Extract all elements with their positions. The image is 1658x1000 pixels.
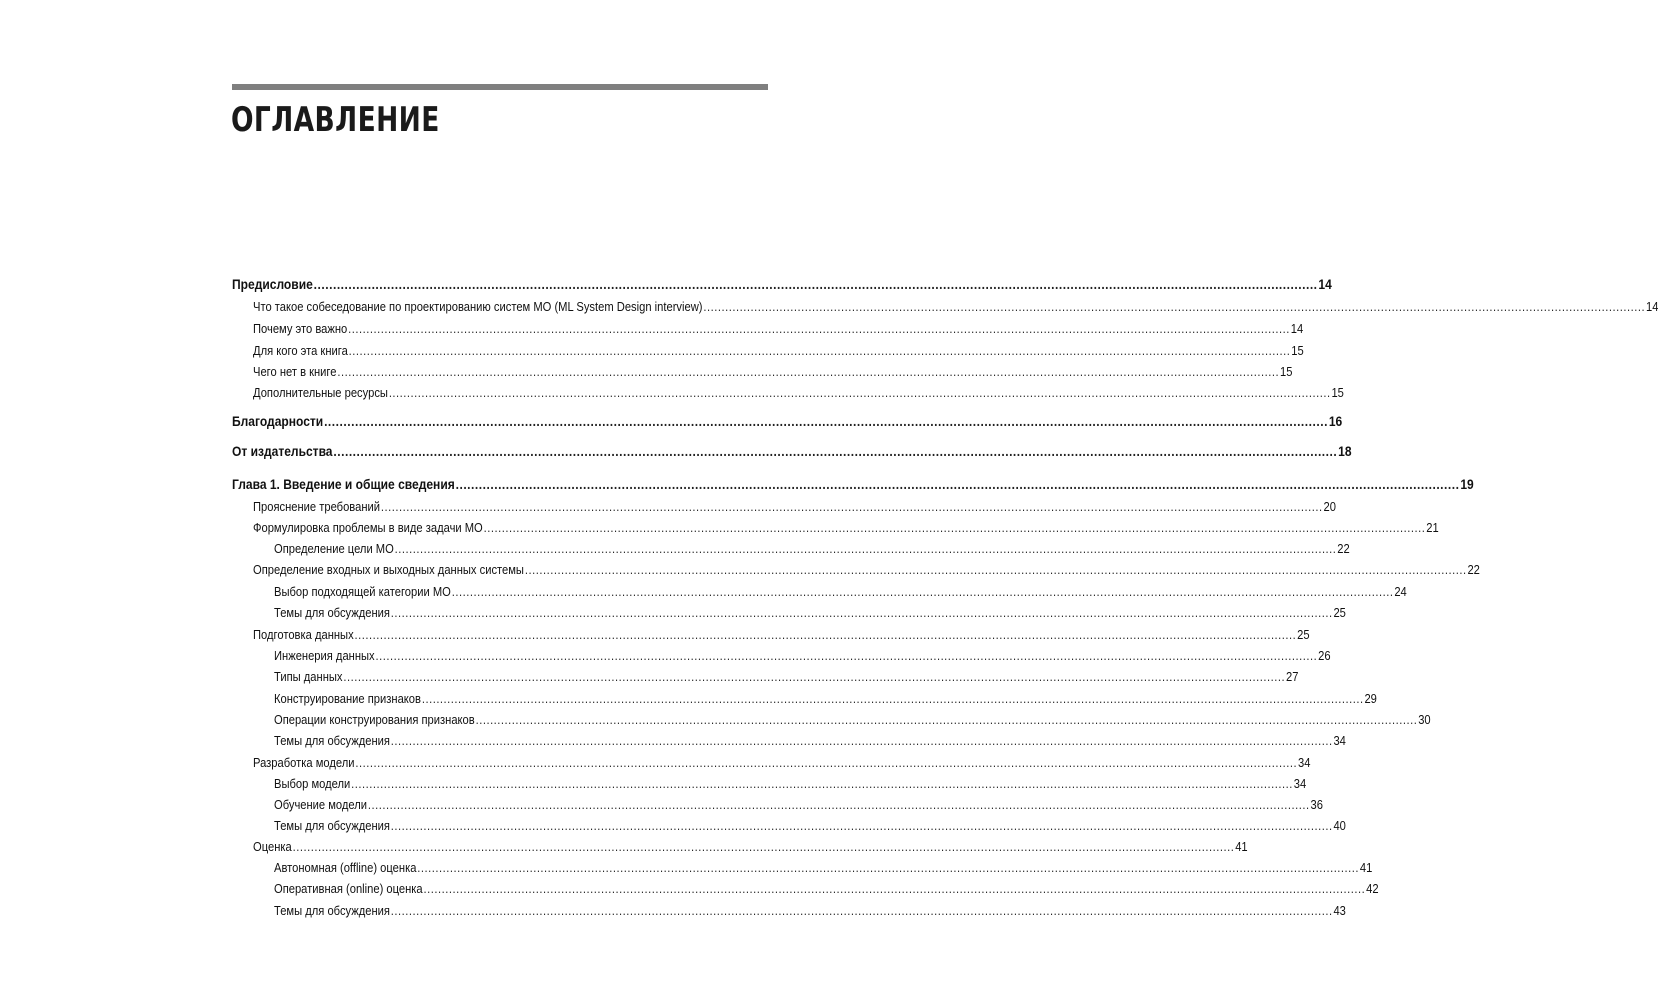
toc-entry-title: Прояснение требований bbox=[253, 499, 380, 514]
toc-entry bbox=[0, 518, 1439, 538]
toc-page-number: 20 bbox=[1323, 499, 1336, 514]
toc-entry-title: Глава 1. Введение и общие сведения bbox=[232, 476, 455, 492]
toc-dot-leader: .................................................................................................................................................................................................................................................................... bbox=[423, 881, 1366, 896]
toc-entry-title: Формулировка проблемы в виде задачи МО bbox=[253, 520, 483, 535]
toc-page-number: 19 bbox=[1460, 476, 1474, 492]
toc-entry bbox=[0, 319, 1304, 339]
toc-entry-title: Определение входных и выходных данных системы bbox=[253, 562, 524, 577]
toc-entry bbox=[0, 441, 1352, 461]
toc-entry-title: Оперативная (online) оценка bbox=[274, 881, 423, 896]
toc-dot-leader: .................................................................................................................................................................................................................................................................... bbox=[355, 755, 1298, 770]
toc-page-number: 36 bbox=[1310, 797, 1323, 812]
toc-entry-title: Операции конструирования признаков bbox=[274, 712, 475, 727]
toc-entry bbox=[0, 753, 1311, 773]
toc-entry-title: Разработка модели bbox=[253, 755, 355, 770]
toc-entry bbox=[0, 879, 1379, 899]
toc-entry bbox=[0, 710, 1431, 730]
toc-dot-leader: .................................................................................................................................................................................................................................................................... bbox=[348, 343, 1291, 358]
toc-entry bbox=[0, 625, 1310, 645]
toc-entry bbox=[0, 837, 1248, 857]
toc-page-number: 34 bbox=[1297, 755, 1311, 770]
toc-dot-leader: .................................................................................................................................................................................................................................................................... bbox=[351, 776, 1293, 791]
toc-dot-leader: .................................................................................................................................................................................................................................................................... bbox=[394, 541, 1337, 556]
toc-dot-leader: .................................................................................................................................................................................................................................................................... bbox=[475, 712, 1418, 727]
toc-page-number: 24 bbox=[1394, 584, 1407, 599]
toc-page-number: 14 bbox=[1645, 299, 1658, 314]
toc-dot-leader: .................................................................................................................................................................................................................................................................... bbox=[375, 648, 1318, 663]
toc-page-number: 15 bbox=[1279, 364, 1293, 379]
toc-page-number: 25 bbox=[1297, 627, 1310, 642]
toc-dot-leader: .................................................................................................................................................................................................................................................................... bbox=[524, 562, 1467, 577]
toc-page-number: 22 bbox=[1337, 541, 1350, 556]
toc-dot-leader: .................................................................................................................................................................................................................................................................... bbox=[390, 733, 1333, 748]
toc-entry-title: Выбор подходящей категории МО bbox=[274, 584, 451, 599]
toc-page-number: 18 bbox=[1338, 443, 1352, 459]
toc-page-number: 34 bbox=[1293, 776, 1307, 791]
toc-entry bbox=[0, 274, 1332, 294]
toc-entry bbox=[0, 497, 1336, 517]
toc-entry bbox=[0, 603, 1346, 623]
toc-dot-leader: .................................................................................................................................................................................................................................................................... bbox=[367, 797, 1310, 812]
toc-entry-title: Обучение модели bbox=[274, 797, 368, 812]
toc-page-number: 34 bbox=[1333, 733, 1346, 748]
toc-entry-title: Выбор модели bbox=[274, 776, 351, 791]
toc-entry-title: Оценка bbox=[253, 839, 292, 854]
toc-entry-title: Для кого эта книга bbox=[253, 343, 348, 358]
toc-page-number: 15 bbox=[1331, 385, 1344, 400]
toc-entry-title: Определение цели МО bbox=[274, 541, 394, 556]
toc-entry bbox=[0, 858, 1373, 878]
toc-entry-title: Темы для обсуждения bbox=[274, 605, 390, 620]
toc-entry-title: Темы для обсуждения bbox=[274, 733, 390, 748]
toc-dot-leader: .................................................................................................................................................................................................................................................................... bbox=[451, 584, 1394, 599]
toc-entry bbox=[0, 901, 1346, 921]
toc-dot-leader: .................................................................................................................................................................................................................................................................... bbox=[343, 669, 1286, 684]
page-title: ОГЛАВЛЕНИЕ bbox=[231, 100, 440, 140]
toc-entry-title: Инженерия данных bbox=[274, 648, 375, 663]
toc-entry bbox=[0, 731, 1346, 751]
toc-page-number: 25 bbox=[1333, 605, 1346, 620]
toc-dot-leader: .................................................................................................................................................................................................................................................................... bbox=[390, 903, 1333, 918]
toc-page-number: 14 bbox=[1318, 276, 1332, 292]
toc-page-number: 15 bbox=[1291, 343, 1304, 358]
toc-page-number: 21 bbox=[1426, 520, 1439, 535]
toc-dot-leader: .................................................................................................................................................................................................................................................................... bbox=[333, 443, 1338, 459]
toc-page-number: 40 bbox=[1333, 818, 1346, 833]
toc-entry bbox=[0, 341, 1304, 361]
toc-entry bbox=[0, 383, 1344, 403]
toc-page-number: 14 bbox=[1290, 321, 1304, 336]
toc-entry bbox=[0, 795, 1323, 815]
toc-entry bbox=[0, 474, 1474, 494]
toc-dot-leader: .................................................................................................................................................................................................................................................................... bbox=[313, 276, 1318, 292]
toc-page-number: 43 bbox=[1333, 903, 1346, 918]
toc-page-number: 29 bbox=[1364, 691, 1377, 706]
toc-page-number: 16 bbox=[1328, 413, 1343, 429]
toc-entry bbox=[0, 646, 1331, 666]
toc-entry bbox=[0, 774, 1307, 794]
toc-page-number: 22 bbox=[1467, 562, 1480, 577]
toc-entry bbox=[0, 689, 1377, 709]
toc-page-number: 30 bbox=[1418, 712, 1431, 727]
toc-dot-leader: .................................................................................................................................................................................................................................................................... bbox=[390, 605, 1333, 620]
toc-dot-leader: .................................................................................................................................................................................................................................................................... bbox=[292, 839, 1235, 854]
toc-entry-title: От издательства bbox=[232, 443, 333, 459]
toc-page-number: 41 bbox=[1235, 839, 1248, 854]
toc-entry-title: Подготовка данных bbox=[253, 627, 354, 642]
toc-page-number: 42 bbox=[1366, 881, 1379, 896]
toc-dot-leader: .................................................................................................................................................................................................................................................................... bbox=[354, 627, 1297, 642]
toc-entry-title: Темы для обсуждения bbox=[274, 818, 390, 833]
toc-entry-title: Автономная (offline) оценка bbox=[274, 860, 417, 875]
toc-dot-leader: .................................................................................................................................................................................................................................................................... bbox=[417, 860, 1360, 875]
toc-entry-title: Типы данных bbox=[274, 669, 343, 684]
toc-dot-leader: .................................................................................................................................................................................................................................................................... bbox=[421, 691, 1364, 706]
toc-entry bbox=[0, 297, 1658, 317]
toc-entry bbox=[0, 539, 1350, 559]
toc-entry bbox=[0, 816, 1346, 836]
toc-entry-title: Благодарности bbox=[232, 413, 324, 429]
toc-entry-title: Почему это важно bbox=[253, 321, 348, 336]
toc-entry-title: Дополнительные ресурсы bbox=[253, 385, 388, 400]
toc-entry-title: Предисловие bbox=[232, 276, 313, 292]
toc-dot-leader: .................................................................................................................................................................................................................................................................... bbox=[388, 385, 1331, 400]
toc-entry bbox=[0, 362, 1293, 382]
toc-entry bbox=[0, 667, 1299, 687]
toc-dot-leader: .................................................................................................................................................................................................................................................................... bbox=[324, 413, 1328, 429]
toc-dot-leader: .................................................................................................................................................................................................................................................................... bbox=[348, 321, 1290, 336]
toc-dot-leader: .................................................................................................................................................................................................................................................................... bbox=[483, 520, 1426, 535]
toc-dot-leader: .................................................................................................................................................................................................................................................................... bbox=[380, 499, 1323, 514]
toc-entry-title: Конструирование признаков bbox=[274, 691, 421, 706]
toc-entry bbox=[0, 582, 1407, 602]
toc-dot-leader: .................................................................................................................................................................................................................................................................... bbox=[703, 299, 1646, 314]
toc-page-number: 41 bbox=[1359, 860, 1373, 875]
toc-entry-title: Темы для обсуждения bbox=[274, 903, 390, 918]
toc-entry-title: Чего нет в книге bbox=[253, 364, 337, 379]
toc-dot-leader: .................................................................................................................................................................................................................................................................... bbox=[390, 818, 1333, 833]
toc-entry bbox=[0, 560, 1480, 580]
toc-dot-leader: .................................................................................................................................................................................................................................................................... bbox=[337, 364, 1280, 379]
toc-entry-title: Что такое собеседование по проектированию систем МО (ML System Design interview) bbox=[253, 299, 703, 314]
toc-entry bbox=[0, 411, 1343, 431]
toc-page-number: 27 bbox=[1285, 669, 1299, 684]
toc-page-number: 26 bbox=[1318, 648, 1331, 663]
toc-dot-leader: .................................................................................................................................................................................................................................................................... bbox=[455, 476, 1460, 492]
